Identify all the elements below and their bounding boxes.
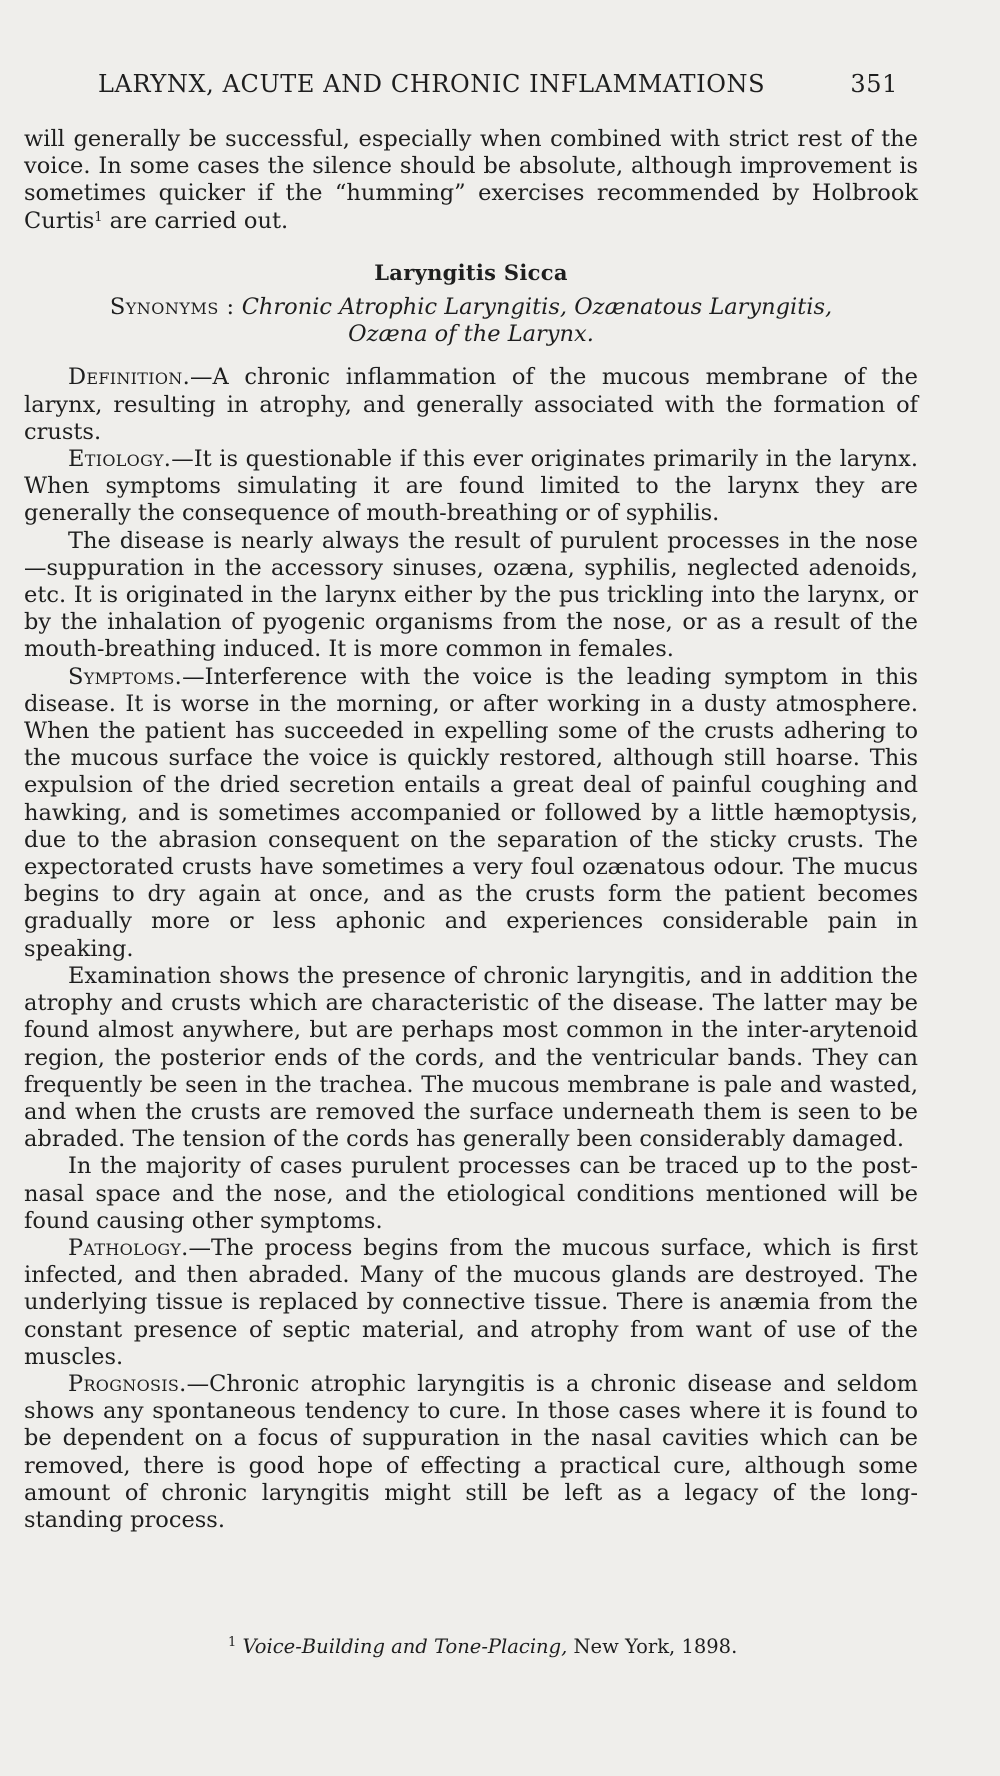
- running-head-title: LARYNX, ACUTE AND CHRONIC INFLAMMATIONS: [98, 70, 766, 98]
- etiology-heading: Etiology.: [68, 446, 172, 473]
- examination-paragraph: Examination shows the presence of chronic laryngitis, and in addition the atrophy and crusts which are characteristic of the disease. The latter may be found almost anywhere, but are perhaps most common in the inter-arytenoid region, the posterior ends of the cords, and the ventricular bands. They can frequently be seen in the trachea. The mucous membrane is pale and wasted, and when the crusts are removed the surface underneath them is seen to be abraded. The tension of the cords has generally been considerably damaged.: [24, 962, 918, 1153]
- definition-heading: Definition.: [68, 364, 191, 391]
- pathology-paragraph: Pathology.—The process begins from the mucous surface, which is first infected, and then abraded. Many of the mucous glands are destroyed. The underlying tissue is replaced by connective tissue. There is anæmia from the constant presence of septic material, and atrophy from want of use of the muscles.: [24, 1234, 918, 1370]
- synonyms-block: [24, 294, 918, 348]
- footnote-marker: 1: [228, 1635, 237, 1650]
- footnote: [228, 1635, 928, 1658]
- symptoms-heading: Symptoms.: [68, 663, 183, 690]
- footnote-title: Voice-Building and Tone-Placing,: [242, 1635, 568, 1658]
- synonyms-line-1: Chronic Atrophic Laryngitis, Ozænatous Laryngitis,: [241, 294, 833, 321]
- synonyms-line-2: Ozæna of the Larynx.: [348, 321, 594, 348]
- prognosis-heading: Prognosis.: [68, 1370, 187, 1397]
- footnote-rest: New York, 1898.: [567, 1635, 738, 1658]
- symptoms-paragraph: Symptoms.—Interference with the voice is the leading symptom in this disease. It is worse in the morning, or after working in a dusty atmosphere. When the patient has succeeded in expelling some of the crusts adhering to the mucous surface the voice is quickly restored, although still hoarse. This expulsion of the dried secretion entails a great deal of painful coughing and hawking, and is sometimes accompanied or followed by a little hæmoptysis, due to the abrasion consequent on the separation of the sticky crusts. The expectorated crusts have sometimes a very foul ozænatous odour. The mucus begins to dry again at once, and as the crusts form the patient becomes gradually more or less aphonic and experiences considerable pain in speaking.: [24, 663, 918, 962]
- page-number: 351: [850, 70, 898, 98]
- pathology-heading: Pathology.: [68, 1234, 189, 1261]
- prognosis-paragraph: Prognosis.—Chronic atrophic laryngitis is a chronic disease and seldom shows any spontaneous tendency to cure. In those cases where it is found to be dependent on a focus of suppuration in the nasal cavities which can be removed, there is good hope of effecting a practical cure, although some amount of chronic laryngitis might still be left as a legacy of the long-standing process.: [24, 1370, 918, 1533]
- section-title: Laryngitis Sicca: [374, 259, 568, 285]
- running-head: [98, 70, 898, 110]
- footnote-ref: 1: [94, 209, 103, 225]
- intro-paragraph: will generally be successful, especially when combined with strict rest of the voice. In some cases the silence should be absolute, although improvement is sometimes quicker if the “humming” exercises recommended by Holbrook Curtis$^1$ are carried out.: [24, 126, 918, 234]
- majority-paragraph: In the majority of cases purulent processes can be traced up to the post-nasal space and the nose, and the etiological conditions mentioned will be found causing other symptoms.: [24, 1153, 918, 1234]
- definition-paragraph: Definition.—A chronic inflammation of the mucous membrane of the larynx, resulting in atrophy, and generally associated with the formation of crusts.: [24, 364, 918, 445]
- etiology-paragraph-2: The disease is nearly always the result of purulent processes in the nose —suppuration in the accessory sinuses, ozæna, syphilis, neglected adenoids, etc. It is originated in the larynx either by the pus trickling into the larynx, or by the inhalation of pyogenic organisms from the nose, or as a result of the mouth-breathing induced. It is more common in females.: [24, 527, 918, 663]
- etiology-paragraph: Etiology.—It is questionable if this ever originates primarily in the larynx. When symptoms simulating it are found limited to the larynx they are generally the consequence of mouth-breathing or of syphilis.: [24, 446, 918, 527]
- synonyms-label: Synonyms :: [109, 294, 235, 321]
- body-text: [24, 126, 918, 1534]
